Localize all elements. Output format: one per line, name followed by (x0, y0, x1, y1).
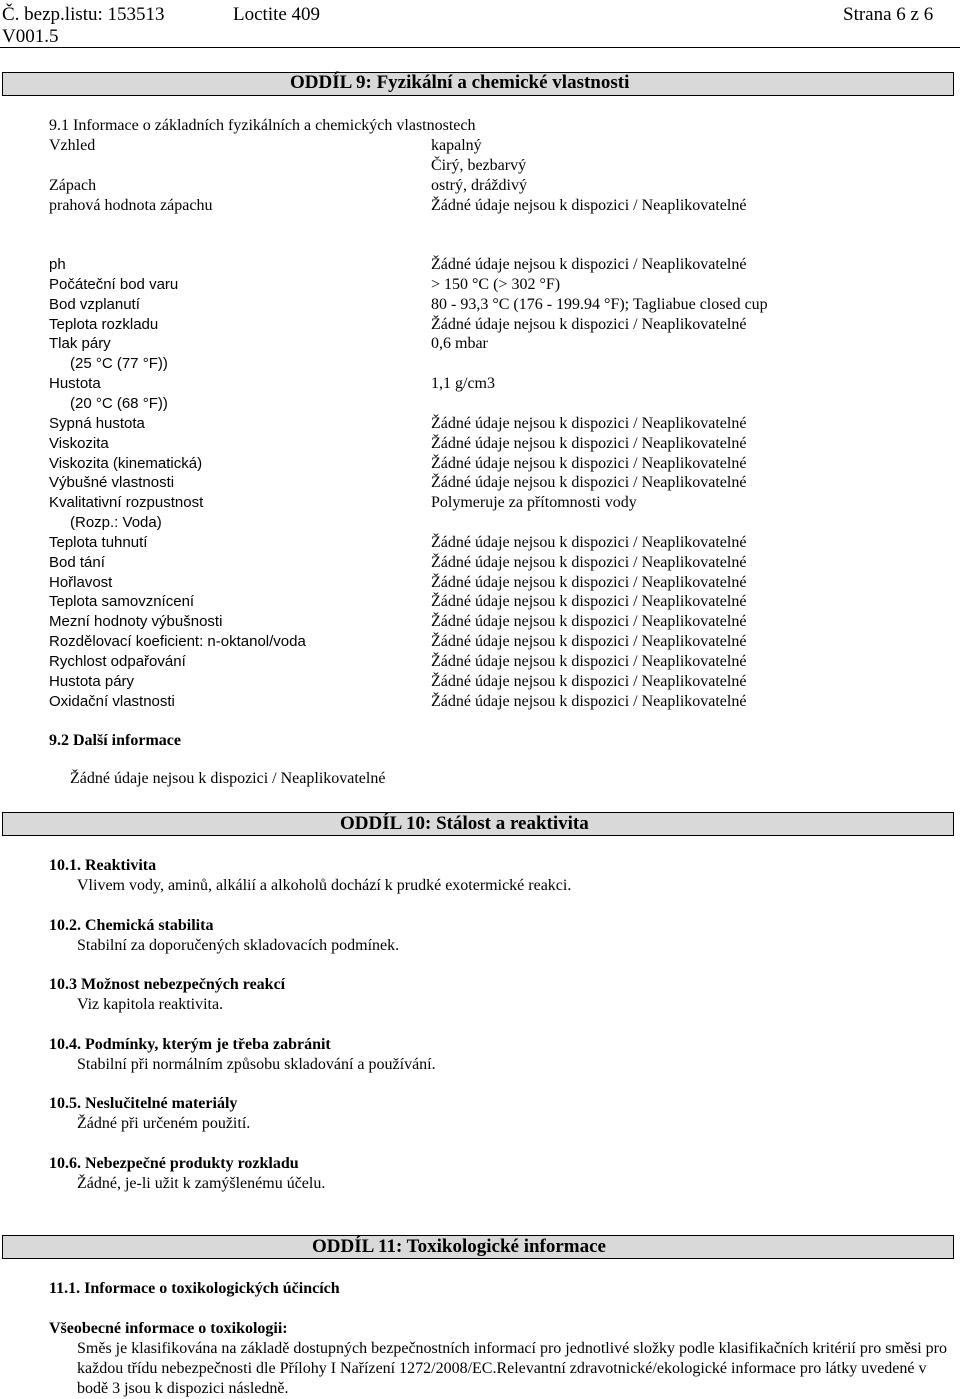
property-value: Čirý, bezbarvý (431, 156, 527, 174)
property-row (49, 255, 949, 275)
section-10-item-text: Žádné při určeném použití. (77, 1115, 251, 1132)
property-value: Žádné údaje nejsou k dispozici / Neaplikovatelné (431, 613, 747, 631)
property-row (49, 652, 949, 672)
version: V001.5 (2, 26, 59, 47)
doc-number: Č. bezp.listu: 153513 (2, 4, 165, 25)
section-10-item-heading: 10.2. Chemická stabilita (49, 917, 214, 934)
property-row (49, 573, 949, 593)
section-10-item (49, 1035, 949, 1075)
property-label: Teplota tuhnutí (49, 533, 148, 551)
subsection-9-2-title: 9.2 Další informace (49, 732, 181, 749)
property-value: 80 - 93,3 °C (176 - 199.94 °F); Tagliabue closed cup (431, 295, 768, 313)
property-value: Žádné údaje nejsou k dispozici / Neaplikovatelné (431, 533, 747, 551)
section-10-title: ODDÍL 10: Stálost a reaktivita (340, 813, 589, 834)
property-row (49, 334, 949, 354)
product-name: Loctite 409 (233, 4, 321, 25)
section-10-item-heading: 10.1. Reaktivita (49, 857, 157, 874)
property-value: Žádné údaje nejsou k dispozici / Neaplikovatelné (431, 553, 747, 571)
property-label: Teplota samovznícení (49, 593, 195, 611)
property-row (49, 533, 949, 553)
property-row (49, 315, 949, 335)
property-row (49, 374, 949, 394)
general-toxicology-heading: Všeobecné informace o toxikologii: (49, 1320, 288, 1337)
property-value: Žádné údaje nejsou k dispozici / Neaplikovatelné (431, 692, 747, 710)
property-value: Žádné údaje nejsou k dispozici / Neaplikovatelné (431, 414, 747, 432)
property-row (49, 394, 949, 414)
section-10-item-heading: 10.3 Možnost nebezpečných reakcí (49, 976, 286, 993)
property-label: Tlak páry (49, 335, 111, 353)
section-10-item-text: Stabilní za doporučených skladovacích podmínek. (77, 937, 400, 954)
property-value: Žádné údaje nejsou k dispozici / Neaplikovatelné (431, 672, 747, 690)
subsection-11-1-title: 11.1. Informace o toxikologických účincích (49, 1280, 340, 1297)
general-toxicology-text: Směs je klasifikována na základě dostupných bezpečnostních informací pro jednotlivé složky podle klasifikačních kritérií pro směsi pro každou třídu nebezpečnosti dle Přílohy I Nařízení 1272/2008/EC.Relevantní zdravotnické/ekologické informace pro látky uvedené v bodě 3 jsou k dispozici následně. (77, 1340, 947, 1397)
property-value: Polymeruje za přítomnosti vody (431, 494, 637, 512)
property-row (49, 414, 949, 434)
header-rule (0, 47, 960, 48)
property-row (49, 275, 949, 295)
subsection-9-2-text: Žádné údaje nejsou k dispozici / Neaplikovatelné (70, 770, 386, 787)
property-row (49, 612, 949, 632)
property-label: Vzhled (49, 137, 96, 154)
section-10-item (49, 1094, 949, 1134)
page-number: Strana 6 z 6 (843, 4, 934, 25)
property-label: (20 °C (68 °F)) (70, 394, 168, 412)
property-value: > 150 °C (> 302 °F) (431, 275, 561, 293)
section-10-item (49, 856, 949, 896)
property-label: Rozdělovací koeficient: n-oktanol/voda (49, 633, 306, 651)
property-value: Žádné údaje nejsou k dispozici / Neaplikovatelné (431, 633, 747, 651)
section-10-item-text: Stabilní při normálním způsobu skladování a používání. (77, 1056, 436, 1073)
property-label: Viskozita (kinematická) (49, 454, 203, 472)
property-row (49, 592, 949, 612)
property-label: Kvalitativní rozpustnost (49, 494, 204, 512)
property-label: Bod tání (49, 553, 105, 571)
property-label: Hustota (49, 375, 101, 393)
property-value: Žádné údaje nejsou k dispozici / Neaplikovatelné (431, 454, 747, 472)
property-row (49, 632, 949, 652)
property-label: ph (49, 256, 66, 273)
property-label: Sypná hustota (49, 414, 145, 432)
property-row (49, 513, 949, 533)
property-label: prahová hodnota zápachu (49, 196, 213, 214)
property-value: Žádné údaje nejsou k dispozici / Neaplikovatelné (431, 434, 747, 452)
property-row (49, 295, 949, 315)
property-label: Viskozita (49, 434, 109, 452)
section-10-item-text: Vlivem vody, aminů, alkálií a alkoholů dochází k prudké exotermické reakci. (77, 877, 572, 894)
property-row (49, 454, 949, 474)
property-row (49, 354, 949, 374)
property-label: Bod vzplanutí (49, 295, 140, 313)
section-10-item (49, 1154, 949, 1194)
property-value: 1,1 g/cm3 (431, 375, 495, 393)
property-label: Teplota rozkladu (49, 315, 159, 333)
property-value: Žádné údaje nejsou k dispozici / Neaplikovatelné (431, 474, 747, 492)
property-row (49, 156, 949, 176)
property-label: Mezní hodnoty výbušnosti (49, 613, 223, 631)
section-10-item (49, 916, 949, 956)
property-label: Zápach (49, 176, 97, 194)
property-label: Rychlost odpařování (49, 653, 186, 670)
property-row (49, 196, 949, 216)
section-9-title: ODDÍL 9: Fyzikální a chemické vlastnosti (290, 72, 630, 93)
property-row (49, 473, 949, 493)
property-row (49, 176, 949, 196)
property-value: Žádné údaje nejsou k dispozici / Neaplikovatelné (431, 593, 747, 611)
section-10-item-heading: 10.5. Neslučitelné materiály (49, 1095, 238, 1112)
property-row (49, 692, 949, 712)
property-row (49, 434, 949, 454)
property-value: 0,6 mbar (431, 335, 488, 353)
property-row (49, 136, 949, 156)
property-label: (25 °C (77 °F)) (70, 355, 168, 373)
property-label: Oxidační vlastnosti (49, 692, 175, 710)
section-10-item-text: Viz kapitola reaktivita. (77, 996, 224, 1013)
property-value: kapalný (431, 137, 482, 154)
property-label: Hustota páry (49, 672, 135, 690)
property-label: Hořlavost (49, 573, 113, 591)
property-value: Žádné údaje nejsou k dispozici / Neaplikovatelné (431, 196, 747, 214)
section-10-item-heading: 10.6. Nebezpečné produkty rozkladu (49, 1155, 299, 1172)
section-11-title: ODDÍL 11: Toxikologické informace (312, 1236, 606, 1257)
property-label: (Rozp.: Voda) (70, 514, 162, 532)
property-value: Žádné údaje nejsou k dispozici / Neaplikovatelné (431, 653, 747, 670)
property-label: Výbušné vlastnosti (49, 474, 175, 492)
property-value: Žádné údaje nejsou k dispozici / Neaplikovatelné (431, 315, 747, 333)
subsection-9-1-title: 9.1 Informace o základních fyzikálních a chemických vlastnostech (49, 117, 476, 134)
section-10-item-heading: 10.4. Podmínky, kterým je třeba zabránit (49, 1036, 331, 1053)
property-value: ostrý, dráždivý (431, 176, 527, 194)
property-value: Žádné údaje nejsou k dispozici / Neaplikovatelné (431, 573, 747, 591)
property-value: Žádné údaje nejsou k dispozici / Neaplikovatelné (431, 256, 747, 273)
property-row (49, 493, 949, 513)
property-row (49, 553, 949, 573)
property-label: Počáteční bod varu (49, 275, 179, 293)
section-10-item-text: Žádné, je-li užit k zamýšlenému účelu. (77, 1175, 326, 1192)
section-10-item (49, 975, 949, 1015)
property-row (49, 672, 949, 692)
